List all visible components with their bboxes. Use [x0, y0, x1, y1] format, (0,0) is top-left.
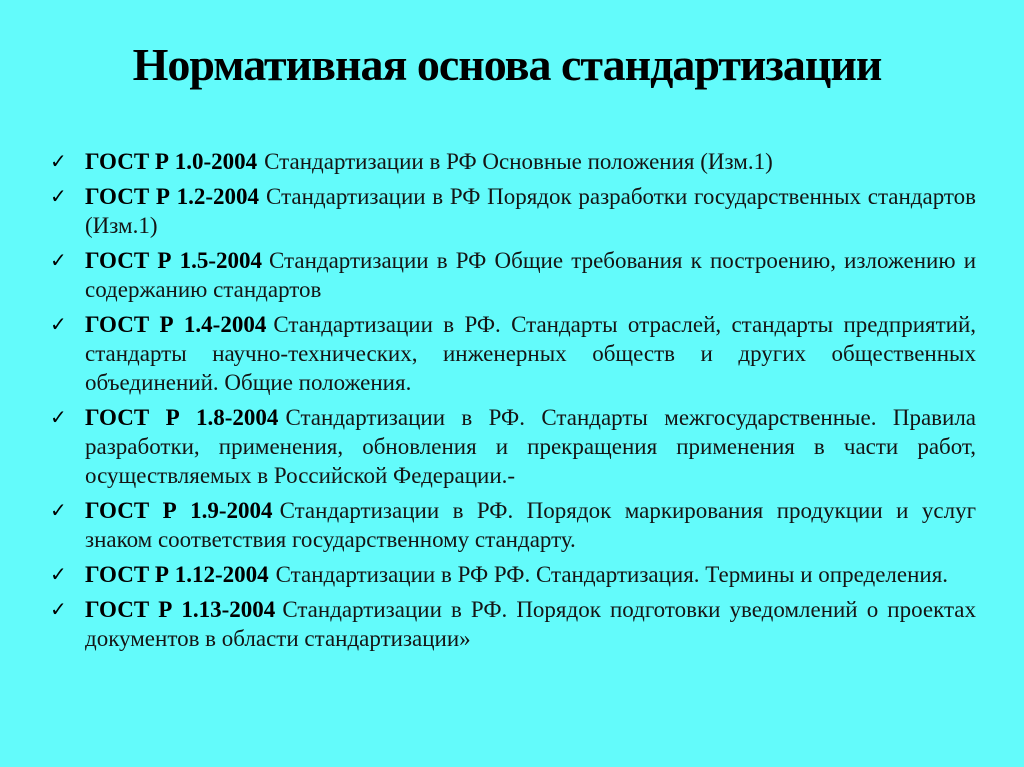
list-item	[50, 246, 976, 304]
page-title: Нормативная основа стандартизации	[132, 39, 882, 90]
check-icon: ✓	[50, 311, 67, 336]
check-icon: ✓	[50, 247, 67, 272]
gost-code: ГОСТ Р 1.0-2004	[85, 148, 258, 174]
check-icon: ✓	[50, 148, 67, 173]
gost-standards-list	[50, 147, 976, 653]
gost-description: Стандартизации в РФ. Порядок подготовки уведомлений о проектах документов в области стандартизации»	[85, 596, 976, 651]
gost-code: ГОСТ Р 1.5-2004	[85, 247, 262, 273]
gost-description: Стандартизации в РФ РФ. Стандартизация. Термины и определения.	[275, 561, 949, 587]
list-item	[50, 310, 976, 397]
gost-code: ГОСТ Р 1.9-2004	[85, 497, 273, 523]
check-icon: ✓	[50, 404, 67, 429]
list-item	[50, 182, 976, 240]
gost-description: Стандартизации в РФ Основные положения (Изм.1)	[264, 148, 773, 174]
list-item	[50, 496, 976, 554]
check-icon: ✓	[50, 596, 67, 621]
list-item	[50, 560, 976, 589]
gost-code: ГОСТ Р 1.13-2004	[85, 596, 276, 622]
gost-description: Стандартизации в РФ. Стандарты межгосударственные. Правила разработки, применения, обновления и прекращения применения в части работ, осуществляемых в Российской Федерации.-	[85, 404, 977, 488]
check-icon: ✓	[50, 561, 67, 586]
list-item	[50, 595, 976, 653]
gost-description: Стандартизации в РФ. Порядок маркирования продукции и услуг знаком соответствия государственному стандарту.	[85, 497, 977, 552]
gost-code: ГОСТ Р 1.8-2004	[85, 404, 279, 430]
gost-code: ГОСТ Р 1.4-2004	[85, 311, 267, 337]
gost-description: Стандартизации в РФ Порядок разработки государственных стандартов (Изм.1)	[85, 183, 977, 238]
list-item	[50, 403, 976, 490]
gost-description: Стандартизации в РФ Общие требования к построению, изложению и содержанию стандартов	[85, 247, 976, 302]
gost-description: Стандартизации в РФ. Стандарты отраслей, стандарты предприятий, стандарты научно-технических, инженерных обществ и других общественных объединений. Общие положения.	[85, 311, 976, 395]
check-icon: ✓	[50, 497, 67, 522]
gost-code: ГОСТ Р 1.12-2004	[85, 561, 269, 587]
list-item	[50, 147, 976, 176]
check-icon: ✓	[50, 183, 67, 208]
gost-code: ГОСТ Р 1.2-2004	[85, 183, 260, 209]
